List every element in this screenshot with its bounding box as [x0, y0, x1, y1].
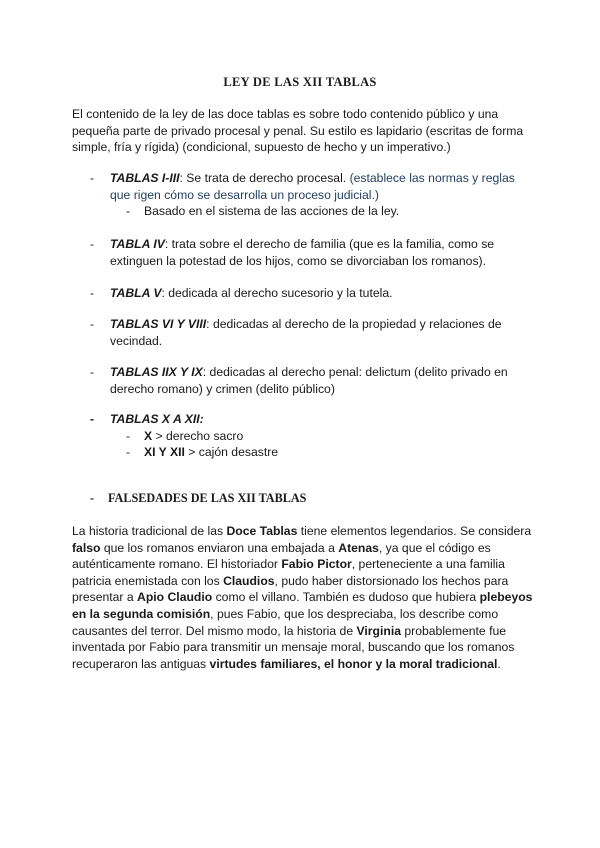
text-run: como el villano. También es dudoso que hubiera: [212, 590, 480, 605]
text-run: , pues Fabio, que los despreciaba, los describe como causantes del terror. Del mismo modo, la historia de: [72, 606, 499, 638]
list-item-tablas-1-3: [90, 170, 536, 203]
sub-item-acciones: [126, 203, 526, 220]
list-item-tablas-6-8: [90, 316, 536, 349]
bold-run: falso: [72, 540, 101, 555]
text-run: , pudo haber distorsionado los hechos para presentar a: [72, 573, 509, 605]
text-run: que los romanos enviaron una embajada a: [100, 540, 339, 555]
item-text: : trata sobre el derecho de familia (que es la familia, como se extinguen la potestad de los hijos, como se divorciaban los romanos).: [110, 237, 495, 268]
item-label: TABLAS X A XII:: [110, 412, 204, 426]
section-heading-text: FALSEDADES DE LAS XII TABLAS: [108, 491, 307, 505]
text-run: , perteneciente a una familia patricia enemistada con los: [72, 557, 505, 588]
sub-item-text: Basado en el sistema de las acciones de la ley.: [144, 204, 400, 218]
intro-paragraph: El contenido de la ley de las doce tablas es sobre todo contenido público y una pequeña parte de privado procesal y penal. Su estilo es lapidario (escritas de forma simple, fría y rígida) (condicional, supuesto de hecho y un imperativo.): [72, 107, 524, 155]
item-label: TABLA V: [110, 286, 162, 300]
text-run: probablemente fue inventada por Fabio para transmitir un mensaje moral, buscando que los romanos recuperaron las antiguas: [72, 623, 515, 671]
list-item-tabla-4: [90, 236, 536, 269]
bullet-dash: -: [90, 286, 95, 300]
history-paragraph: [72, 523, 536, 672]
item-label: TABLAS I-III: [110, 171, 180, 185]
bullet-dash: -: [126, 445, 131, 459]
text-run: tiene elementos legendarios. Se considera: [297, 524, 532, 538]
item-label: TABLA IV: [110, 237, 165, 251]
bullet-dash: -: [90, 317, 95, 331]
bullet-dash: -: [90, 491, 95, 505]
bullet-dash: -: [90, 237, 95, 251]
page-title: LEY DE LAS XII TABLAS: [223, 75, 377, 89]
item-text: : Se trata de derecho procesal.: [179, 171, 350, 185]
bullet-dash: -: [90, 412, 95, 426]
bullet-dash: -: [126, 204, 131, 218]
section-heading: [90, 490, 530, 506]
bullet-dash: -: [90, 365, 95, 379]
item-label: TABLAS VI Y VIII: [110, 317, 207, 331]
bold-run: Atenas: [338, 540, 379, 555]
bold-run: plebeyos en la segunda comisión: [72, 590, 533, 621]
sub-item-label: X: [144, 429, 153, 443]
bold-run: Apio Claudio: [137, 590, 213, 605]
item-text: : dedicada al derecho sucesorio y la tutela.: [161, 286, 393, 300]
item-extra: (establece las normas y reglas que rigen cómo se desarrolla un proceso judicial.): [110, 171, 515, 202]
sub-item-text: > derecho sacro: [152, 429, 244, 443]
bold-run: Claudios: [223, 573, 275, 588]
item-text: : dedicadas al derecho de la propiedad y relaciones de vecindad.: [110, 317, 502, 348]
text-run: , ya que el código es auténticamente romano. El historiador: [72, 540, 491, 572]
sub-item-xi-xii: [126, 444, 526, 461]
sub-item-label: XI Y XII: [144, 445, 185, 459]
bold-run: virtudes familiares, el honor y la moral tradicional: [209, 656, 498, 671]
sub-item-text: > cajón desastre: [184, 445, 279, 459]
list-item-tablas-10-12: [90, 411, 536, 428]
list-item-tabla-5: [90, 285, 536, 302]
bold-run: Doce Tablas: [226, 524, 298, 538]
bullet-dash: -: [126, 429, 131, 443]
text-run: La historia tradicional de las: [72, 524, 227, 538]
item-label: TABLAS IIX Y IX: [110, 365, 203, 379]
text-run: .: [497, 656, 501, 671]
list-item-tablas-8-9: [90, 364, 536, 397]
bold-run: Virginia: [356, 623, 401, 638]
item-text: : dedicadas al derecho penal: delictum (delito privado en derecho romano) y crimen (delito público): [110, 365, 508, 396]
sub-item-x: [126, 428, 526, 445]
bullet-dash: -: [90, 171, 95, 185]
bold-run: Fabio Pictor: [281, 557, 352, 572]
